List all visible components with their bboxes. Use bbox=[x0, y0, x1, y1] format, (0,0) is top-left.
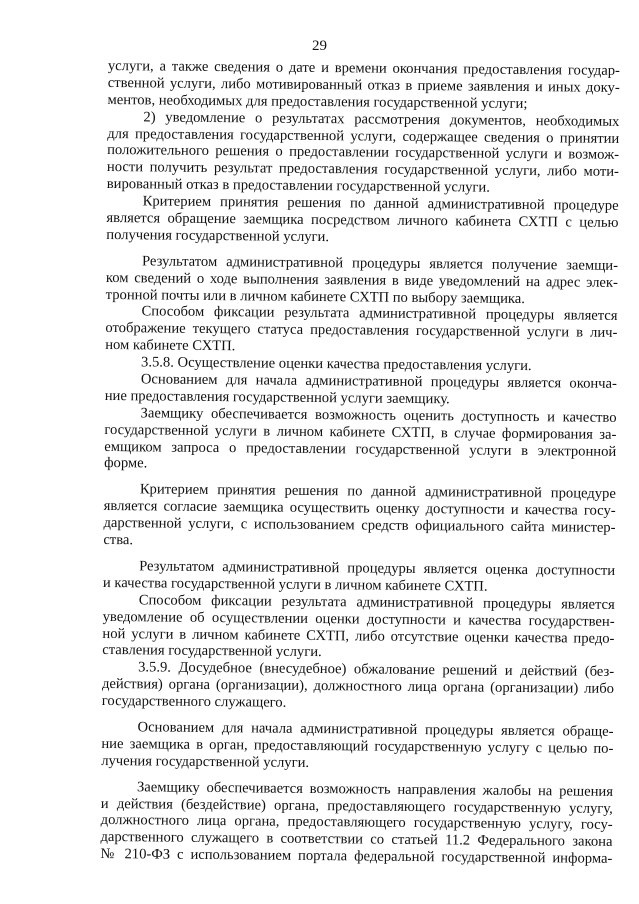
text-line: для предоставления государственной услуги, содержащее сведения о принятии bbox=[107, 125, 620, 147]
text-line: лучения государственной услуги. bbox=[101, 752, 310, 771]
page-number: 29 bbox=[312, 38, 327, 54]
text-line: Основанием для начала административной процедуры является оконча- bbox=[140, 371, 617, 392]
text-line: действия) органа (организации), должностного лица органа (организации) либо bbox=[101, 676, 615, 698]
text-line: Основанием для начала административной процедуры является обраще- bbox=[137, 719, 614, 740]
text-line: должностного лица органа, предоставляющего государственную услугу, госу- bbox=[100, 812, 613, 834]
text-line: дарственной услуги, с использованием средств официального сайта министер- bbox=[103, 515, 616, 537]
text-line: ком сведений о ходе выполнения заявления в виде уведомлений на адрес элек- bbox=[105, 269, 618, 291]
text-line: Критерием принятия решения по данной административной процедуре bbox=[142, 193, 619, 215]
text-line: является согласие заемщика осуществить оценку доступности и качества госу- bbox=[103, 498, 616, 520]
text-line: государственного служащего. bbox=[101, 693, 287, 711]
text-line: и действия (бездействие) органа, предоставляющего государственную услугу, bbox=[100, 795, 613, 817]
text-line: ние предоставления государственной услуги заемщику. bbox=[104, 387, 450, 408]
text-line: Способом фиксации результата административной процедуры является bbox=[138, 592, 615, 613]
text-line: Способом фиксации результата административной процедуры является bbox=[141, 303, 618, 325]
text-line: Заемщику обеспечивается возможность оценить доступность и качество bbox=[140, 405, 617, 426]
text-line: 3.5.8. Осуществление оценки качества предоставления услуги. bbox=[141, 354, 532, 375]
text-line: емщиком запроса о предоставлении государственной услуги в электронной bbox=[104, 438, 617, 460]
text-line: ства. bbox=[103, 532, 134, 549]
text-line: отображение текущего статуса предоставления государственной услуги в лич- bbox=[105, 320, 618, 342]
text-line: 2) уведомление о результатах рассмотрения документов, необходимых bbox=[143, 109, 620, 130]
text-line: ности получить результат предоставления государственной услуги, либо моти- bbox=[106, 159, 620, 181]
text-line: Результатом административной процедуры является получение заемщи- bbox=[141, 253, 619, 274]
text-line: положительного решения о предоставлении государственной услуги и возмож- bbox=[107, 142, 620, 164]
text-line: и качества государственной услуги в личном кабинете СХТП. bbox=[102, 574, 488, 595]
text-line: ном кабинете СХТП. bbox=[105, 337, 236, 355]
text-line: ставления государственной услуги. bbox=[102, 642, 322, 661]
text-line: является обращение заемщика посредством личного кабинета СХТП с целью bbox=[106, 210, 619, 231]
text-line: Результатом административной процедуры является оценка доступности bbox=[139, 558, 616, 579]
text-line: государственной услуги в личном кабинете СХТП, в случае формирования за- bbox=[104, 421, 617, 443]
text-line: получения государственной услуги. bbox=[106, 226, 330, 246]
text-line: ной услуги в личном кабинете СХТП, либо отсутствие оценки качества предо- bbox=[102, 625, 615, 647]
text-line: ние заемщика в орган, предоставляющий государственную услугу с целью по- bbox=[101, 735, 614, 757]
text-line: ментов, необходимых для предоставления государственной услуги; bbox=[107, 91, 528, 112]
text-line: услуги, а также сведения о дате и времени окончания предоставления государ- bbox=[107, 58, 620, 79]
text-line: ственной услуги, либо мотивированный отказ в приеме заявления и иных доку- bbox=[107, 74, 620, 96]
text-line: тронной почты или в личном кабинете СХТП по выбору заемщика. bbox=[105, 286, 526, 307]
text-line: уведомление об осуществлении оценки доступности и качества государствен- bbox=[102, 608, 615, 630]
text-line: 3.5.9. Досудебное (внесудебное) обжалование решений и действий (без- bbox=[138, 659, 615, 681]
text-line: форме. bbox=[104, 455, 148, 472]
text-line: дарственного служащего в соответствии со статьей 11.2 Федерального закона bbox=[100, 829, 613, 851]
text-line: Заемщику обеспечивается возможность направления жалобы на решения bbox=[136, 778, 614, 800]
body-text bbox=[100, 58, 620, 868]
text-line: Критерием принятия решения по данной административной процедуре bbox=[139, 481, 616, 503]
text-line: № 210-ФЗ с использованием портала федеральной государственной информа- bbox=[100, 846, 613, 868]
text-line: вированный отказ в предоставлении государственной услуги. bbox=[106, 176, 490, 196]
